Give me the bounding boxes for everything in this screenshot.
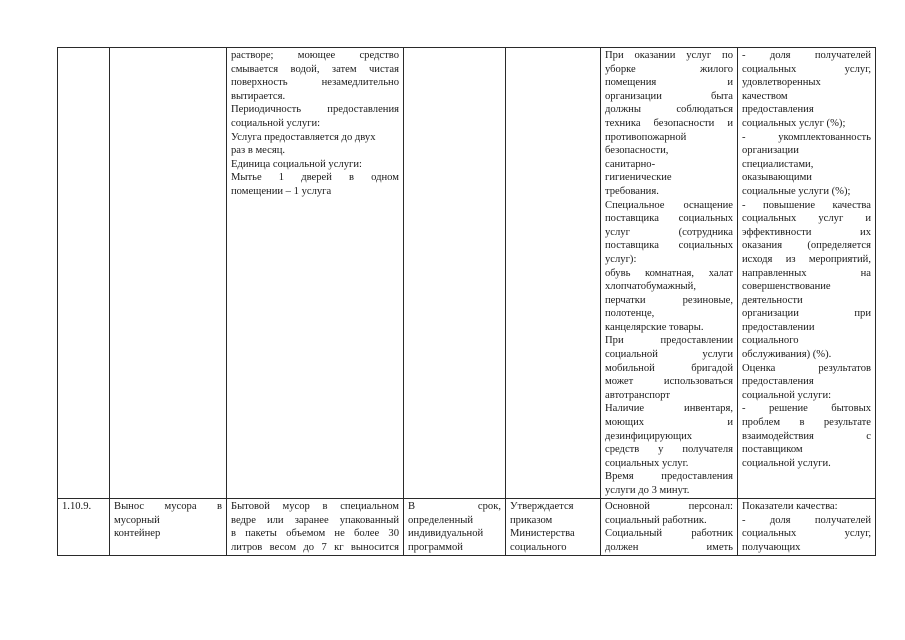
text-line: поверхность незамедлительно — [231, 77, 399, 89]
text-line: социального — [510, 541, 567, 553]
text-line: Основной персонал: — [605, 501, 733, 512]
text-line: вытирается. — [231, 90, 286, 102]
text-line: социальных услуг и — [742, 213, 871, 225]
text-line: программой — [408, 541, 463, 553]
text-line: социальной услуги: — [742, 389, 832, 401]
text-line: должны соблюдаться — [605, 104, 733, 116]
text-line: социальные услуги (%); — [742, 185, 851, 197]
table-row-continuation — [58, 48, 876, 499]
text-line: Показатели качества: — [742, 501, 838, 512]
text-line: Услуга предоставляется до двух — [231, 131, 376, 143]
text-line: предоставлении — [742, 321, 815, 333]
text-line: При предоставлении — [605, 335, 733, 347]
text-line: дезинфицирующих — [605, 430, 693, 442]
text-line: Социальный работник — [605, 528, 733, 540]
text-line: приказом — [510, 514, 553, 526]
text-line: При оказании услуг по — [605, 50, 733, 61]
text-line: Министерства — [510, 528, 575, 540]
cell-cost — [506, 499, 601, 556]
text-line: социальных услуг (%); — [742, 117, 846, 129]
text-line: мобильной бригадой — [605, 362, 733, 374]
text-line: может использоваться — [605, 376, 733, 388]
text-line: Мытье 1 дверей в одном — [231, 172, 399, 184]
text-line: ведре или заранее упакованный — [231, 514, 399, 526]
text-line: санитарно- — [605, 158, 656, 170]
text-line: Время предоставления — [605, 471, 733, 483]
text-line: оказания (определяется — [742, 240, 871, 252]
cell-description — [227, 48, 404, 499]
text-line: - доля получателей — [742, 50, 871, 61]
cell-service-name — [110, 499, 227, 556]
text-line: требования. — [605, 185, 659, 197]
text-line: должен иметь — [605, 541, 733, 553]
text-line: помещения и — [605, 77, 733, 89]
text-line: в пакеты объемом не более 30 — [231, 528, 399, 540]
cell-cost — [506, 48, 601, 499]
text-line: исходя из мероприятий, — [742, 253, 871, 265]
text-line: Утверждается — [510, 501, 574, 512]
text-line: Вынос мусора в — [114, 501, 222, 512]
text-line: - доля получателей — [742, 514, 871, 526]
text-line: Периодичность предоставления — [231, 104, 399, 116]
text-line: контейнер — [114, 528, 161, 540]
text-line: Оценка результатов — [742, 362, 871, 374]
text-line: обслуживания) (%). — [742, 349, 832, 361]
text-line: - повышение качества — [742, 199, 871, 211]
text-line: услуг): — [605, 253, 637, 265]
text-line: хлопчатобумажный, — [605, 281, 696, 293]
text-line: - укомплектованность — [742, 131, 871, 143]
row-number: 1.10.9. — [62, 501, 92, 512]
text-line: совершенствование — [742, 281, 831, 293]
text-line: Бытовой мусор в специальном — [231, 501, 399, 512]
text-line: техника безопасности и — [605, 117, 733, 129]
text-line: уборке жилого — [605, 63, 733, 75]
text-line: проблем в результате — [742, 417, 871, 429]
text-line: полотенце, — [605, 308, 655, 320]
text-line: раз в месяц. — [231, 145, 286, 157]
text-line: средств у получателя — [605, 444, 733, 456]
text-line: социальной услуги: — [231, 117, 321, 129]
text-line: социального — [742, 335, 799, 347]
text-line: социальных услуг. — [605, 457, 689, 469]
cell-indicators — [738, 48, 876, 499]
text-line: растворе; моющее средство — [231, 50, 399, 61]
text-line: безопасности, — [605, 145, 669, 157]
text-line: перчатки резиновые, — [605, 294, 733, 306]
text-line: социальной услуги. — [742, 457, 831, 469]
cell-term — [404, 48, 506, 499]
text-line: организации — [742, 145, 799, 157]
text-line: направленных на — [742, 267, 871, 279]
text-line: литров весом до 7 кг выносится — [231, 541, 399, 553]
cell-indicators — [738, 499, 876, 556]
text-line: смывается водой, затем чистая — [231, 63, 399, 75]
text-line: организации быта — [605, 90, 733, 102]
text-line: Единица социальной услуги: — [231, 158, 362, 170]
text-line: определенный — [408, 514, 474, 526]
text-line: предоставления — [742, 104, 814, 116]
cell-conditions — [601, 499, 738, 556]
text-line: услуги до 3 минут. — [605, 485, 690, 496]
text-line: автотранспорт — [605, 389, 670, 401]
text-line: социальной услуги — [605, 349, 733, 361]
text-line: организации при — [742, 308, 871, 320]
cell-description — [227, 499, 404, 556]
text-line: противопожарной — [605, 131, 687, 143]
text-line: получающих — [742, 541, 801, 553]
text-line: предоставления — [742, 376, 814, 388]
text-line: социальных услуг, — [742, 63, 871, 75]
text-line: качеством — [742, 90, 788, 102]
cell-term — [404, 499, 506, 556]
text-line: обувь комнатная, халат — [605, 267, 733, 279]
services-table — [57, 47, 876, 556]
cell-service-name — [110, 48, 227, 499]
cell-conditions — [601, 48, 738, 499]
table-row-1-10-9 — [58, 499, 876, 556]
text-line: мусорный — [114, 514, 160, 526]
text-line: индивидуальной — [408, 528, 484, 540]
text-line: удовлетворенных — [742, 77, 821, 89]
text-line: - решение бытовых — [742, 403, 871, 415]
text-line: оказывающими — [742, 172, 812, 184]
text-line: деятельности — [742, 294, 803, 306]
text-line: помещении – 1 услуга — [231, 185, 332, 197]
text-line: Наличие инвентаря, — [605, 403, 733, 415]
text-line: специалистами, — [742, 158, 814, 170]
cell-number — [58, 48, 110, 499]
text-line: моющих и — [605, 417, 733, 429]
text-line: взаимодействия с — [742, 430, 871, 442]
text-line: эффективности их — [742, 226, 871, 238]
text-line: Специальное оснащение — [605, 199, 733, 211]
text-line: поставщиком — [742, 444, 803, 456]
text-line: гигиенические — [605, 172, 672, 184]
text-line: канцелярские товары. — [605, 321, 704, 333]
text-line: услуг (сотрудника — [605, 226, 733, 238]
text-line: социальный работник. — [605, 514, 707, 526]
text-line: В срок, — [408, 501, 501, 512]
text-line: поставщика социальных — [605, 213, 733, 225]
cell-number — [58, 499, 110, 556]
text-line: социальных услуг, — [742, 528, 871, 540]
text-line: поставщика социальных — [605, 240, 733, 252]
